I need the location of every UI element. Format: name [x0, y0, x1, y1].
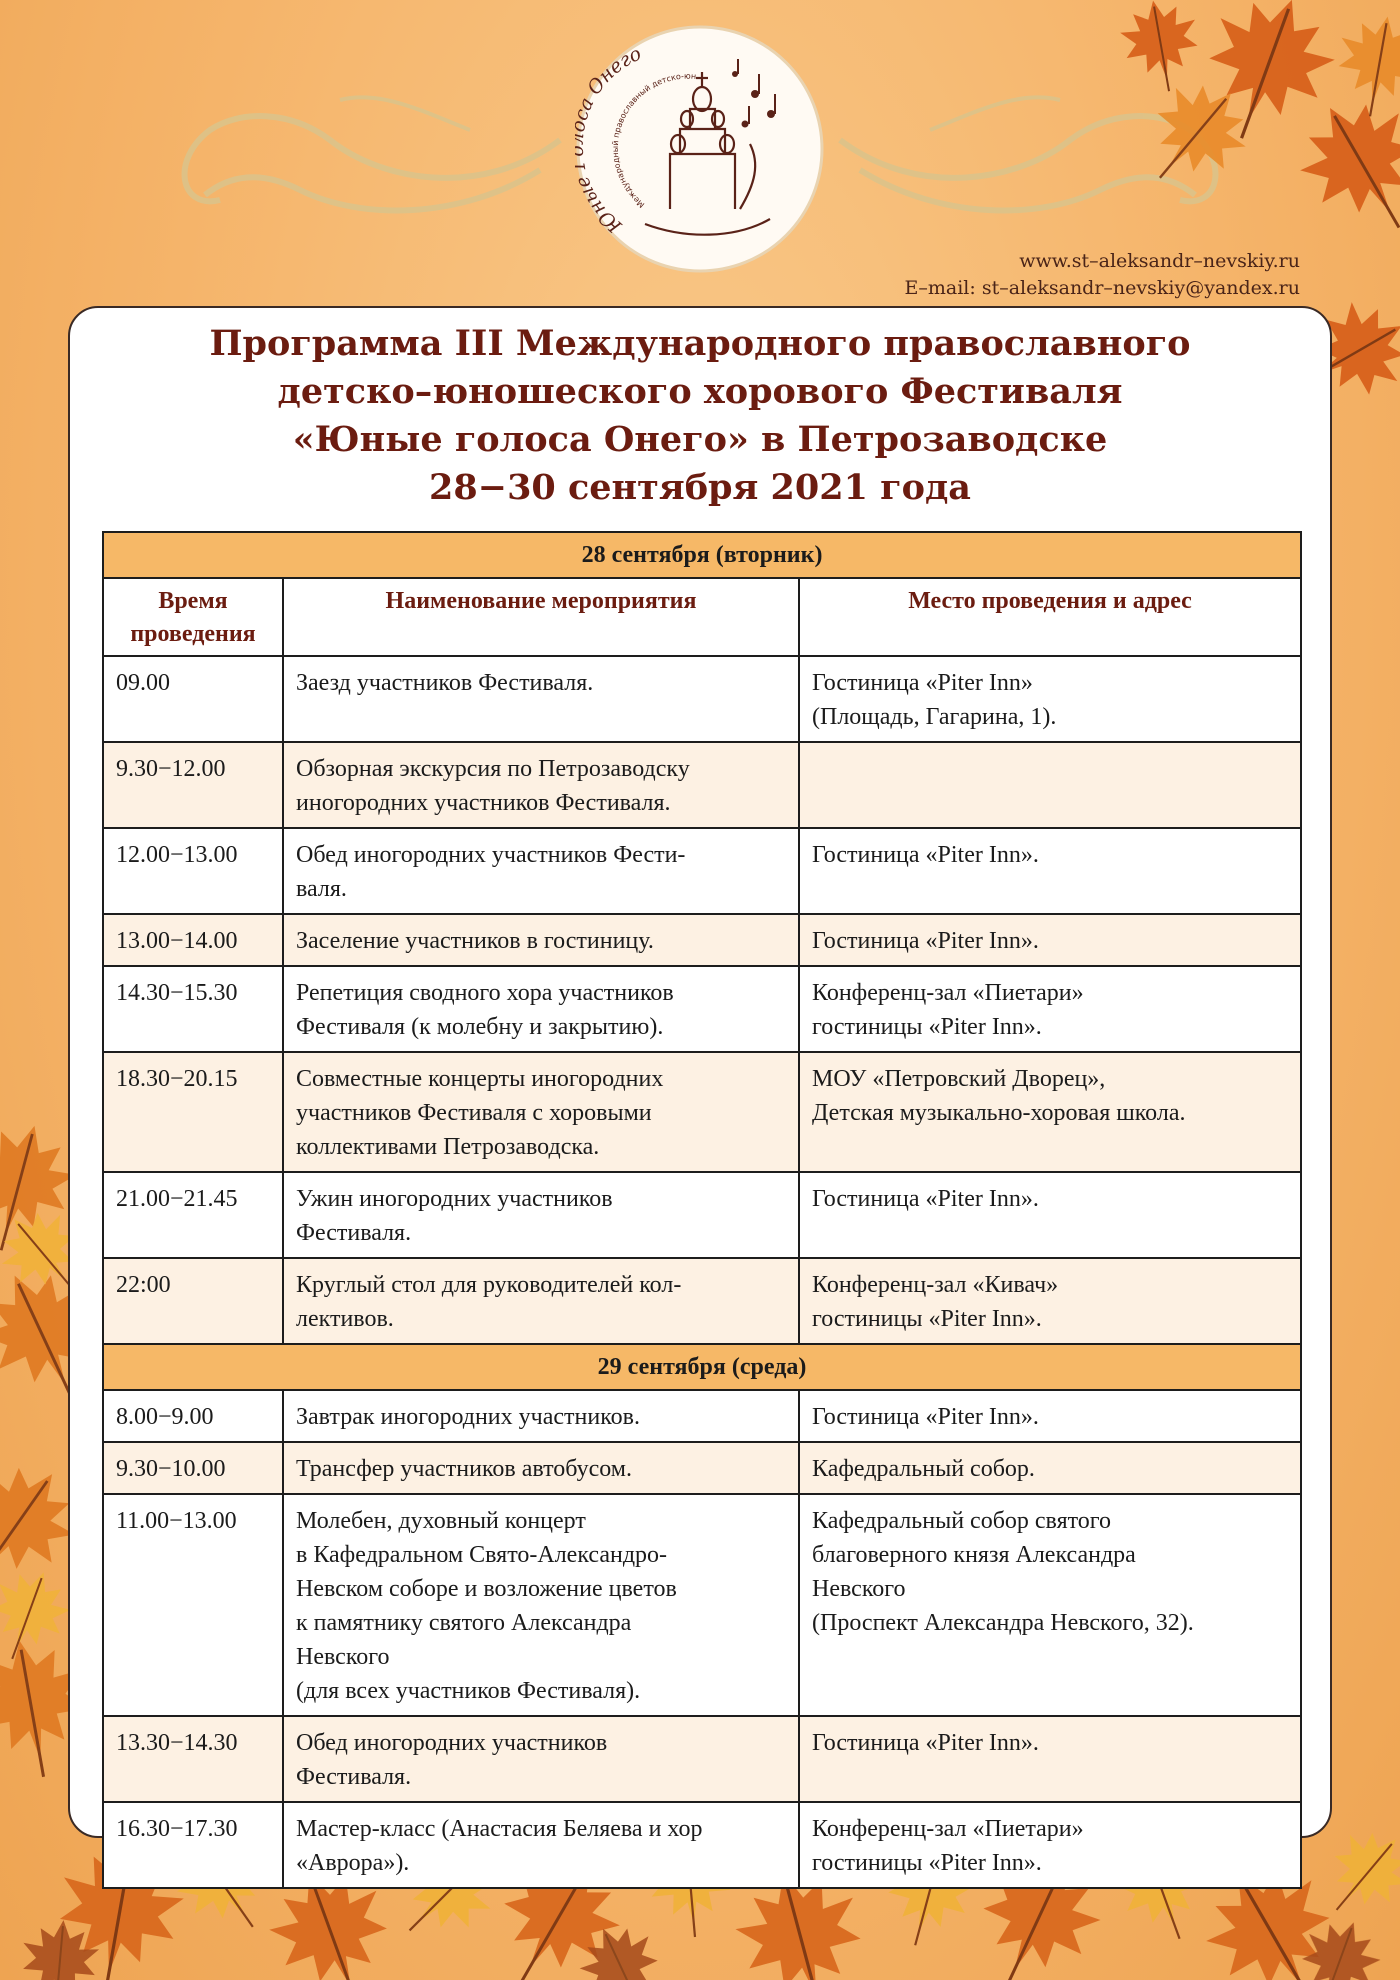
place-cell [799, 966, 1301, 1052]
time-cell: 11.00−13.00 [103, 1494, 283, 1716]
place-line: Детская музыкально-хоровая школа. [812, 1100, 1186, 1126]
contacts-block [905, 248, 1300, 302]
logo-title: Юны а Онего [575, 42, 645, 238]
event-line: в Кафедральном Свято-Александро- [296, 1542, 668, 1568]
event-line: Мастер-класс (Анастасия Беляева и хор [296, 1816, 703, 1842]
event-line: Молебен, духовный концерт [296, 1508, 586, 1534]
event-line: Трансфер участников автобусом. [296, 1456, 632, 1482]
column-header-place: Место проведения и адрес [799, 578, 1301, 656]
event-line: Заселение участников в гостиницу. [296, 928, 654, 954]
table-row [103, 1494, 1301, 1716]
table-row [103, 1802, 1301, 1888]
column-header-event: Наименование мероприятия [283, 578, 799, 656]
website-link[interactable]: www.st–aleksandr–nevskiy.ru [1019, 250, 1300, 272]
event-line: Фестиваля. [296, 1220, 412, 1246]
event-cell [283, 1390, 799, 1442]
event-cell [283, 1494, 799, 1716]
time-cell: 21.00−21.45 [103, 1172, 283, 1258]
event-line: Обзорная экскурсия по Петрозаводску [296, 756, 690, 782]
time-cell: 13.00−14.00 [103, 914, 283, 966]
event-cell [283, 1052, 799, 1172]
event-cell [283, 914, 799, 966]
event-line: Завтрак иногородних участников. [296, 1404, 640, 1430]
table-row [103, 828, 1301, 914]
header-text: Время [158, 588, 228, 614]
place-line: Конференц-зал «Кивач» [812, 1272, 1059, 1298]
event-line: Фестиваля (к молебну и закрытию). [296, 1014, 664, 1040]
day-header: 29 сентября (среда) [103, 1344, 1301, 1390]
time-cell: 22:00 [103, 1258, 283, 1344]
table-row [103, 742, 1301, 828]
table-row [103, 1258, 1301, 1344]
time-cell: 09.00 [103, 656, 283, 742]
place-line: (Проспект Александра Невского, 32). [812, 1610, 1194, 1636]
event-line: валя. [296, 876, 347, 902]
place-line [812, 752, 1288, 786]
place-line: Конференц-зал «Пиетари» [812, 980, 1084, 1006]
place-line: МОУ «Петровский Дворец», [812, 1066, 1106, 1092]
event-line: Невского [296, 1644, 390, 1670]
table-row [103, 656, 1301, 742]
event-cell [283, 742, 799, 828]
place-line: Невского [812, 1576, 906, 1602]
title-line: Программа III Международного православного [209, 323, 1191, 364]
place-cell [799, 914, 1301, 966]
event-cell [283, 1172, 799, 1258]
place-line: Гостиница «Piter Inn». [812, 1730, 1039, 1756]
time-cell: 12.00−13.00 [103, 828, 283, 914]
table-row [103, 914, 1301, 966]
event-cell [283, 1258, 799, 1344]
event-line: лективов. [296, 1306, 394, 1332]
event-cell [283, 1716, 799, 1802]
logo-subtitle: Международный православный детско-юн [610, 71, 697, 210]
place-line: гостиницы «Piter Inn». [812, 1014, 1042, 1040]
event-line: Обед иногородних участников [296, 1730, 608, 1756]
place-cell [799, 1442, 1301, 1494]
place-line: гостиницы «Piter Inn». [812, 1850, 1042, 1876]
time-cell: 18.30−20.15 [103, 1052, 283, 1172]
day-header-row [103, 532, 1301, 578]
event-cell [283, 656, 799, 742]
festival-logo [575, 24, 825, 274]
event-cell [283, 828, 799, 914]
column-header-time [103, 578, 283, 656]
place-cell [799, 1716, 1301, 1802]
place-line: Гостиница «Piter Inn» [812, 670, 1033, 696]
place-cell [799, 1494, 1301, 1716]
place-cell [799, 1172, 1301, 1258]
event-line: Заезд участников Фестиваля. [296, 670, 594, 696]
event-line: Репетиция сводного хора участников [296, 980, 674, 1006]
place-line: (Площадь, Гагарина, 1). [812, 704, 1057, 730]
table-row [103, 1052, 1301, 1172]
event-line: Ужин иногородних участников [296, 1186, 613, 1212]
schedule-table [102, 531, 1302, 1889]
event-cell [283, 966, 799, 1052]
place-line: Конференц-зал «Пиетари» [812, 1816, 1084, 1842]
event-cell [283, 1442, 799, 1494]
place-cell [799, 1258, 1301, 1344]
place-line: гостиницы «Piter Inn». [812, 1306, 1042, 1332]
place-cell [799, 742, 1301, 828]
place-line: Гостиница «Piter Inn». [812, 1404, 1039, 1430]
place-line: Гостиница «Piter Inn». [812, 1186, 1039, 1212]
table-row [103, 1390, 1301, 1442]
place-line: Кафедральный собор святого [812, 1508, 1112, 1534]
place-cell [799, 1052, 1301, 1172]
event-line: коллективами Петрозаводска. [296, 1134, 600, 1160]
title-line: детско–юношеского хорового Фестиваля [277, 371, 1123, 412]
event-line: Невском соборе и возложение цветов [296, 1576, 677, 1602]
time-cell: 9.30−12.00 [103, 742, 283, 828]
event-cell [283, 1802, 799, 1888]
day-header: 28 сентября (вторник) [103, 532, 1301, 578]
time-cell: 9.30−10.00 [103, 1442, 283, 1494]
place-line: благоверного князя Александра [812, 1542, 1136, 1568]
day-header-row [103, 1344, 1301, 1390]
event-line: Круглый стол для руководителей кол- [296, 1272, 682, 1298]
title-dates: 28−30 сентября 2021 года [429, 467, 971, 508]
table-row [103, 1442, 1301, 1494]
time-cell: 8.00−9.00 [103, 1390, 283, 1442]
table-row [103, 1172, 1301, 1258]
title-line: «Юные голоса Онего» в Петрозаводске [292, 419, 1108, 460]
event-line: Обед иногородних участников Фести- [296, 842, 686, 868]
place-cell [799, 656, 1301, 742]
event-line: Фестиваля. [296, 1764, 412, 1790]
event-line: Совместные концерты иногородних [296, 1066, 664, 1092]
place-cell [799, 828, 1301, 914]
page-title [68, 320, 1332, 512]
event-line: (для всех участников Фестиваля). [296, 1678, 641, 1704]
table-row [103, 1716, 1301, 1802]
place-line: Гостиница «Piter Inn». [812, 842, 1039, 868]
table-row [103, 966, 1301, 1052]
place-cell [799, 1390, 1301, 1442]
event-line: «Аврора»). [296, 1850, 410, 1876]
event-line: к памятнику святого Александра [296, 1610, 632, 1636]
header-text: проведения [130, 621, 256, 647]
place-line: Кафедральный собор. [812, 1456, 1035, 1482]
event-line: иногородних участников Фестиваля. [296, 790, 671, 816]
time-cell: 13.30−14.30 [103, 1716, 283, 1802]
place-line: Гостиница «Piter Inn». [812, 928, 1039, 954]
column-header-row [103, 578, 1301, 656]
event-line: участников Фестиваля с хоровыми [296, 1100, 652, 1126]
email-link[interactable]: E–mail: st–aleksandr–nevskiy@yandex.ru [904, 277, 1300, 299]
time-cell: 16.30−17.30 [103, 1802, 283, 1888]
place-cell [799, 1802, 1301, 1888]
time-cell: 14.30−15.30 [103, 966, 283, 1052]
